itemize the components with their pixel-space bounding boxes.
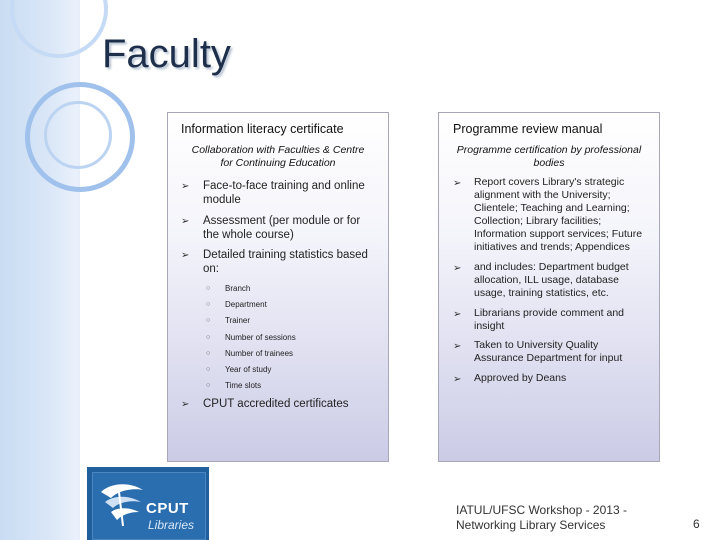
stat-sub-item: Department [225, 300, 267, 309]
list-item-line: Taken to University Quality [474, 339, 599, 351]
list-item-line: Detailed training statistics based [203, 249, 368, 261]
circle-bullet-icon: ○ [206, 366, 211, 373]
page-number: 6 [693, 517, 700, 531]
slide-title: Faculty [102, 32, 231, 76]
decorative-ring-inner [44, 101, 112, 169]
list-item: CPUT accredited certificates [203, 398, 349, 410]
subheading-line: Collaboration with Faculties & Centre [191, 144, 365, 156]
subheading-line: Programme certification by professional [456, 144, 642, 156]
logo-subtitle: Libraries [148, 518, 195, 532]
stat-sub-item: Branch [225, 284, 251, 293]
circle-bullet-icon: ○ [206, 317, 211, 324]
stat-sub-item: Number of sessions [225, 333, 296, 342]
footer-line: IATUL/UFSC Workshop - 2013 - [456, 503, 627, 517]
list-item-line: and includes: Department budget [474, 261, 629, 273]
slide-footer [456, 503, 627, 533]
list-item-line: Collection; Library facilities; [474, 215, 602, 227]
stat-sub-item: Number of trainees [225, 349, 294, 358]
programme-review-subheading [443, 144, 655, 170]
subheading-line: for Continuing Education [220, 157, 336, 169]
decorative-side-band [0, 0, 78, 540]
arrow-bullet-icon: ➢ [181, 216, 190, 227]
circle-bullet-icon: ○ [206, 382, 211, 389]
list-item-line: on: [203, 263, 219, 275]
list-item-line: Report covers Library's strategic [474, 176, 625, 188]
arrow-bullet-icon: ➢ [181, 181, 190, 192]
arrow-bullet-icon: ➢ [453, 374, 462, 385]
list-item-line: module [203, 194, 241, 206]
logo-wordmark: CPUT [146, 500, 189, 517]
arrow-bullet-icon: ➢ [453, 309, 462, 320]
list-item-line: initiatives and trends; Appendices [474, 241, 630, 253]
list-item [203, 214, 385, 242]
circle-bullet-icon: ○ [206, 301, 211, 308]
info-literacy-heading: Information literacy certificate [181, 122, 344, 136]
list-item-line: Assurance Department for input [474, 352, 623, 364]
list-item-line: Information support services; Future [474, 228, 643, 240]
programme-review-heading: Programme review manual [453, 122, 603, 136]
arrow-bullet-icon: ➢ [453, 178, 462, 189]
stat-sub-item: Time slots [225, 381, 262, 390]
footer-line: Networking Library Services [456, 518, 606, 532]
arrow-bullet-icon: ➢ [181, 250, 190, 261]
circle-bullet-icon: ○ [206, 285, 211, 292]
list-item-line: allocation, ILL usage, database [474, 274, 619, 286]
arrow-bullet-icon: ➢ [453, 263, 462, 274]
list-item-line: Librarians provide comment and [474, 307, 624, 319]
list-item [474, 261, 658, 300]
list-item-line: usage, training statistics, etc. [474, 287, 609, 299]
side-band-edge [78, 0, 80, 540]
subheading-line: bodies [533, 157, 565, 169]
stat-sub-item: Trainer [225, 316, 251, 325]
circle-bullet-icon: ○ [206, 350, 211, 357]
arrow-bullet-icon: ➢ [181, 399, 190, 410]
list-item [474, 339, 658, 365]
arrow-bullet-icon: ➢ [453, 341, 462, 352]
circle-bullet-icon: ○ [206, 334, 211, 341]
list-item-line: Face-to-face training and online [203, 180, 365, 192]
list-item [203, 248, 385, 276]
list-item-line: the whole course) [203, 229, 294, 241]
list-item-line: Assessment (per module or for [203, 215, 361, 227]
info-literacy-subheading [172, 144, 384, 170]
list-item-line: alignment with the University; [474, 189, 611, 201]
list-item [203, 179, 385, 207]
list-item-line: Clientele; Teaching and Learning; [474, 202, 630, 214]
cput-emblem-icon [97, 478, 147, 530]
list-item [474, 307, 658, 333]
stat-sub-item: Year of study [225, 365, 272, 374]
list-item-line: insight [474, 320, 505, 332]
list-item: Approved by Deans [474, 372, 567, 384]
list-item [474, 176, 658, 254]
